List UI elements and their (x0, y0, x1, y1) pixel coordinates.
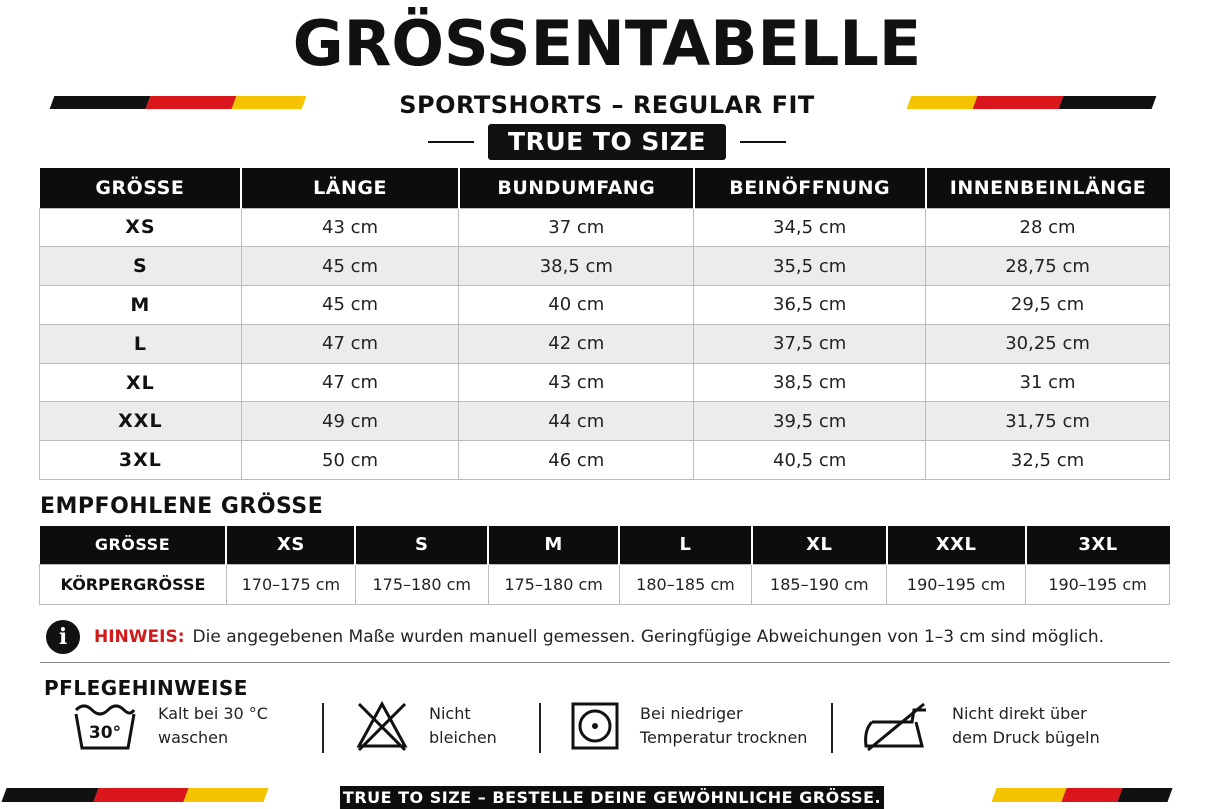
care-separator (831, 703, 833, 753)
table-cell: 38,5 cm (694, 363, 926, 402)
size-table (39, 168, 1170, 480)
size-cell: L (40, 324, 242, 363)
size-cell: M (40, 286, 242, 325)
table-cell: 31,75 cm (926, 402, 1170, 441)
table-cell: 50 cm (241, 441, 459, 480)
table-cell: 28 cm (926, 208, 1170, 247)
care-line: waschen (158, 728, 229, 747)
no-iron-on-print-icon (862, 700, 932, 752)
size-table-header (40, 168, 1170, 208)
table-cell: 31 cm (926, 363, 1170, 402)
column-header: INNENBEINLÄNGE (926, 168, 1170, 208)
table-cell: 175–180 cm (355, 564, 488, 604)
info-icon: i (46, 620, 80, 654)
column-header: BEINÖFFNUNG (694, 168, 926, 208)
table-cell: 40,5 cm (694, 441, 926, 480)
size-cell: XXL (40, 402, 242, 441)
table-cell: 28,75 cm (926, 247, 1170, 286)
table-cell: 43 cm (241, 208, 459, 247)
table-cell: 29,5 cm (926, 286, 1170, 325)
divider (40, 662, 1170, 663)
care-line: Bei niedriger (640, 704, 743, 723)
wash-temperature: 30° (88, 723, 122, 743)
table-row (40, 564, 1170, 604)
table-row (40, 208, 1170, 247)
column-header: GRÖSSE (40, 168, 242, 208)
no-bleach-icon (355, 700, 409, 752)
care-text-dry (640, 702, 807, 750)
size-cell: 3XL (40, 441, 242, 480)
footer (0, 786, 1214, 809)
hint-label: HINWEIS: (94, 627, 185, 647)
page-subtitle: SPORTSHORTS – REGULAR FIT (399, 91, 815, 119)
size-cell: XS (40, 208, 242, 247)
care-text-bleach (429, 702, 497, 750)
column-header: XL (752, 526, 887, 564)
table-row (40, 441, 1170, 480)
care-line: Nicht direkt über (952, 704, 1087, 723)
table-cell: 34,5 cm (694, 208, 926, 247)
badge-row (0, 124, 1214, 160)
care-line: Nicht (429, 704, 471, 723)
table-cell: 47 cm (241, 363, 459, 402)
table-cell: 190–195 cm (1026, 564, 1170, 604)
table-cell: 42 cm (459, 324, 694, 363)
page-title: GRÖSSENTABELLE (292, 7, 922, 80)
column-header: 3XL (1026, 526, 1170, 564)
footer-stripe-right (991, 788, 1172, 802)
footer-stripe-left (1, 788, 268, 802)
footer-bar: TRUE TO SIZE – BESTELLE DEINE GEWÖHNLICHE GRÖSSE. (340, 786, 884, 809)
recommended-heading: EMPFOHLENE GRÖSSE (40, 494, 324, 519)
column-header: GRÖSSE (40, 526, 227, 564)
table-row (40, 247, 1170, 286)
care-separator (322, 703, 324, 753)
table-cell: 32,5 cm (926, 441, 1170, 480)
table-row (40, 324, 1170, 363)
table-cell: 39,5 cm (694, 402, 926, 441)
badge-line-left (428, 141, 474, 143)
table-cell: 37,5 cm (694, 324, 926, 363)
table-cell: 45 cm (241, 286, 459, 325)
table-cell: 185–190 cm (752, 564, 887, 604)
size-cell: S (40, 247, 242, 286)
table-cell: 190–195 cm (887, 564, 1026, 604)
table-cell: 40 cm (459, 286, 694, 325)
table-cell: 38,5 cm (459, 247, 694, 286)
care-line: bleichen (429, 728, 497, 747)
care-line: dem Druck bügeln (952, 728, 1100, 747)
column-header: XS (226, 526, 355, 564)
table-cell: 47 cm (241, 324, 459, 363)
tumble-dry-low-icon (570, 700, 620, 752)
recommended-header-row (40, 526, 1170, 564)
column-header: L (619, 526, 752, 564)
table-row (40, 286, 1170, 325)
hint-note (46, 620, 1104, 654)
care-item-dry (570, 700, 807, 752)
table-row (40, 363, 1170, 402)
table-cell: 170–175 cm (226, 564, 355, 604)
care-line: Temperatur trocknen (640, 728, 808, 747)
care-item-iron (862, 700, 1100, 752)
care-text-wash (158, 702, 268, 750)
table-cell: 36,5 cm (694, 286, 926, 325)
badge-line-right (740, 141, 786, 143)
column-header: XXL (887, 526, 1026, 564)
column-header: M (488, 526, 619, 564)
table-cell: 180–185 cm (619, 564, 752, 604)
table-cell: 44 cm (459, 402, 694, 441)
hint-text: Die angegebenen Maße wurden manuell gemessen. Geringfügige Abweichungen von 1–3 cm sind möglich. (192, 627, 1105, 647)
column-header: S (355, 526, 488, 564)
care-item-wash (72, 700, 268, 752)
row-label: KÖRPERGRÖSSE (40, 564, 227, 604)
care-separator (539, 703, 541, 753)
care-heading: PFLEGEHINWEISE (44, 676, 248, 700)
table-cell: 46 cm (459, 441, 694, 480)
table-cell: 35,5 cm (694, 247, 926, 286)
size-cell: XL (40, 363, 242, 402)
table-cell: 43 cm (459, 363, 694, 402)
care-text-iron (952, 702, 1100, 750)
table-cell: 45 cm (241, 247, 459, 286)
wash-30-icon (72, 700, 138, 752)
column-header: BUNDUMFANG (459, 168, 694, 208)
table-cell: 30,25 cm (926, 324, 1170, 363)
recommended-size-table (39, 526, 1170, 605)
table-cell: 175–180 cm (488, 564, 619, 604)
table-cell: 37 cm (459, 208, 694, 247)
column-header: LÄNGE (241, 168, 459, 208)
true-to-size-badge: TRUE TO SIZE (488, 124, 726, 160)
table-row (40, 402, 1170, 441)
table-cell: 49 cm (241, 402, 459, 441)
care-line: Kalt bei 30 °C (158, 704, 268, 723)
care-item-bleach (355, 700, 497, 752)
